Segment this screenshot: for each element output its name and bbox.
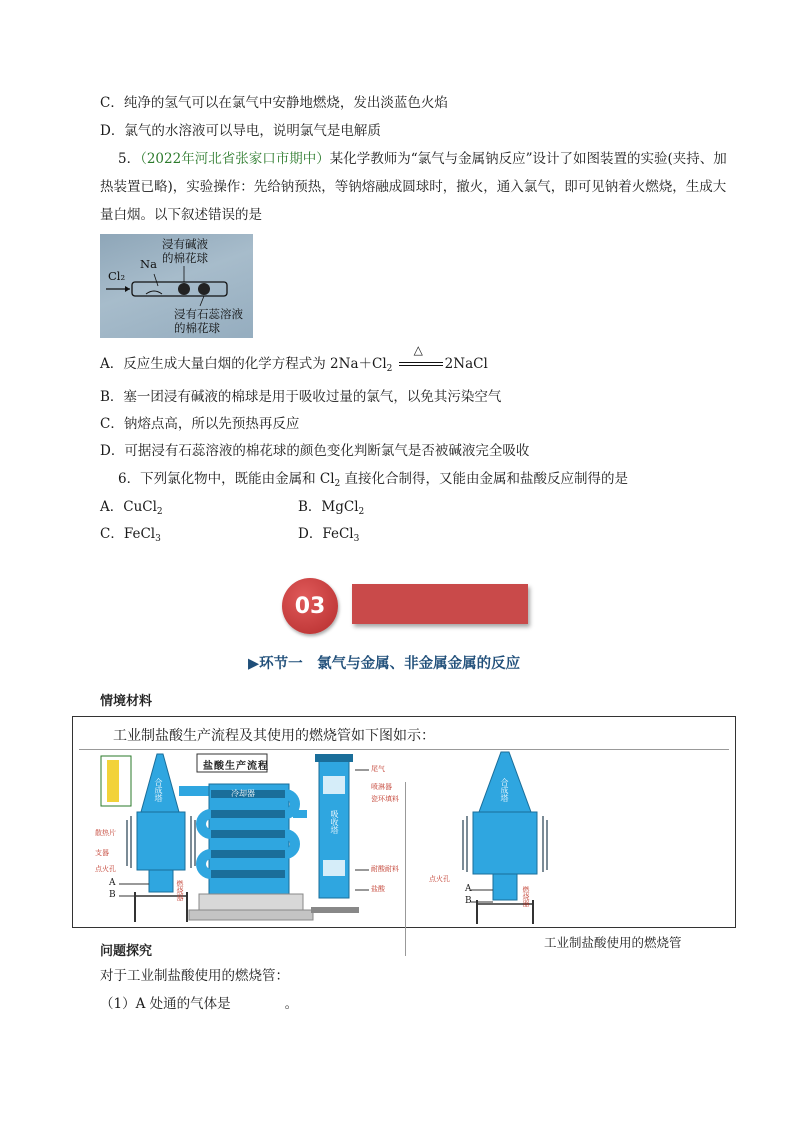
burner-caption: 工业制盐酸使用的燃烧管 [544, 935, 682, 950]
label-b-left: B [109, 890, 116, 900]
q5-number: 5． [118, 151, 141, 167]
label-burner-left: 燃烧器 [176, 880, 184, 901]
q5-apparatus-photo [100, 234, 253, 338]
q6-a-text: A．CuCl [100, 499, 157, 515]
label-support: 支器 [95, 849, 109, 857]
context-label: 情境材料 [100, 694, 153, 709]
option-c-prev: C．纯净的氢气可以在氯气中安静地燃烧，发出淡蓝色火焰 [100, 95, 448, 111]
label-packing: 瓷环填料 [371, 795, 399, 803]
explore-label: 问题探究 [100, 944, 153, 959]
q5-stem-line2: 热装置已略)，实验操作：先给钠预热，等钠熔融成圆球时，撤火，通入氯气，即可见钠着火燃烧，生成大 [100, 179, 727, 195]
q6-c-text: C．FeCl [100, 526, 156, 542]
reaction-condition [397, 343, 445, 374]
figure-divider [405, 782, 406, 956]
fig-top-label-1: 浸有碱液 [162, 237, 208, 251]
q6-d-sub: 3 [353, 534, 360, 544]
label-b-right: B [465, 896, 472, 906]
q6-c-sub: 3 [155, 534, 161, 544]
q6-stem-post: 直接化合制得，又能由金属和盐酸反应制得的是 [340, 471, 629, 487]
banner-ribbon [352, 584, 528, 624]
q1-text: （1）A 处通的气体是 [100, 996, 231, 1012]
left-tower-label: 合成塔 [154, 778, 163, 802]
q5-a-sub: 2 [386, 364, 393, 374]
heat-symbol: △ [413, 343, 423, 357]
q6-stem-pre: 6．下列氯化物中，既能由金属和 Cl [118, 471, 335, 487]
q6-b-sub: 2 [358, 507, 365, 517]
fig-na-label: Na [140, 257, 157, 271]
q5-stem-line3: 量白烟。以下叙述错误的是 [100, 207, 262, 223]
fig-cl2-label: Cl₂ [108, 269, 126, 283]
q6-a-sub: 2 [156, 507, 163, 517]
q1-answer-blank[interactable]: ________ [230, 996, 285, 1012]
diagram-title: 盐酸生产流程 [203, 761, 269, 772]
q5-option-a [100, 343, 488, 379]
q6-option-a [100, 497, 163, 522]
q6-option-b [298, 497, 364, 522]
explore-intro: 对于工业制盐酸使用的燃烧管： [100, 968, 289, 984]
label-acid-lining: 耐酸耐料 [371, 865, 399, 873]
q6-b-text: B．MgCl [298, 499, 359, 515]
label-a-right: A [465, 884, 472, 894]
context-box [72, 716, 736, 950]
section-title: ▶环节一 氯气与金属、非金属金属的反应 [248, 656, 521, 672]
label-a-left: A [109, 878, 116, 888]
q6-stem-sub: 2 [334, 479, 341, 489]
q5-option-d: D．可据浸有石蕊溶液的棉花球的颜色变化判断氯气是否被碱液完全吸收 [100, 443, 530, 459]
section-number-badge: 03 [282, 578, 338, 634]
q5-source: （2022年河北省张家口市期中） [140, 151, 330, 167]
right-ignition-label: 点火孔 [429, 875, 450, 883]
q1-end: 。 [284, 996, 299, 1012]
section-banner [282, 578, 532, 634]
right-burner-label: 燃烧器 [522, 886, 530, 907]
label-ignition-hole: 点火孔 [95, 865, 116, 873]
fig-top-label-2: 的棉花球 [162, 251, 208, 265]
label-sprayer: 喷淋器 [371, 783, 392, 791]
q5-option-b: B．塞一团浸有碱液的棉球是用于吸收过量的氯气，以免其污染空气 [100, 389, 502, 405]
context-caption: 工业制盐酸生产流程及其使用的燃烧管如下图如示： [113, 728, 435, 744]
cooler-label: 冷却器 [231, 789, 255, 798]
context-figure-area [79, 749, 729, 950]
label-heat-sink: 散热片 [95, 829, 116, 837]
absorber-label: 吸收塔 [330, 810, 339, 834]
q5-stem-1: 某化学教师为“氯气与金属钠反应”设计了如图装置的实验(夹持、加 [329, 151, 727, 167]
label-tail-gas: 尾气 [371, 765, 385, 773]
q5-stem-line1 [118, 149, 727, 169]
q6-stem [118, 469, 628, 494]
fig-bottom-label-2: 的棉花球 [174, 321, 220, 335]
q6-d-text: D．FeCl [298, 526, 354, 542]
fig-bottom-label-1: 浸有石蕊溶液 [174, 307, 243, 321]
question-1 [100, 994, 298, 1014]
q5-a-text: A．反应生成大量白烟的化学方程式为 2Na＋Cl [100, 356, 387, 372]
q5-option-c: C．钠熔点高，所以先预热再反应 [100, 416, 300, 432]
label-hcl-out: 盐酸 [371, 885, 385, 893]
q6-option-c [100, 524, 161, 549]
q5-a-product: 2NaCl [444, 356, 488, 372]
q6-option-d [298, 524, 359, 549]
right-tower-label: 合成塔 [500, 778, 509, 802]
option-d-prev: D．氯气的水溶液可以导电，说明氯气是电解质 [100, 123, 381, 139]
